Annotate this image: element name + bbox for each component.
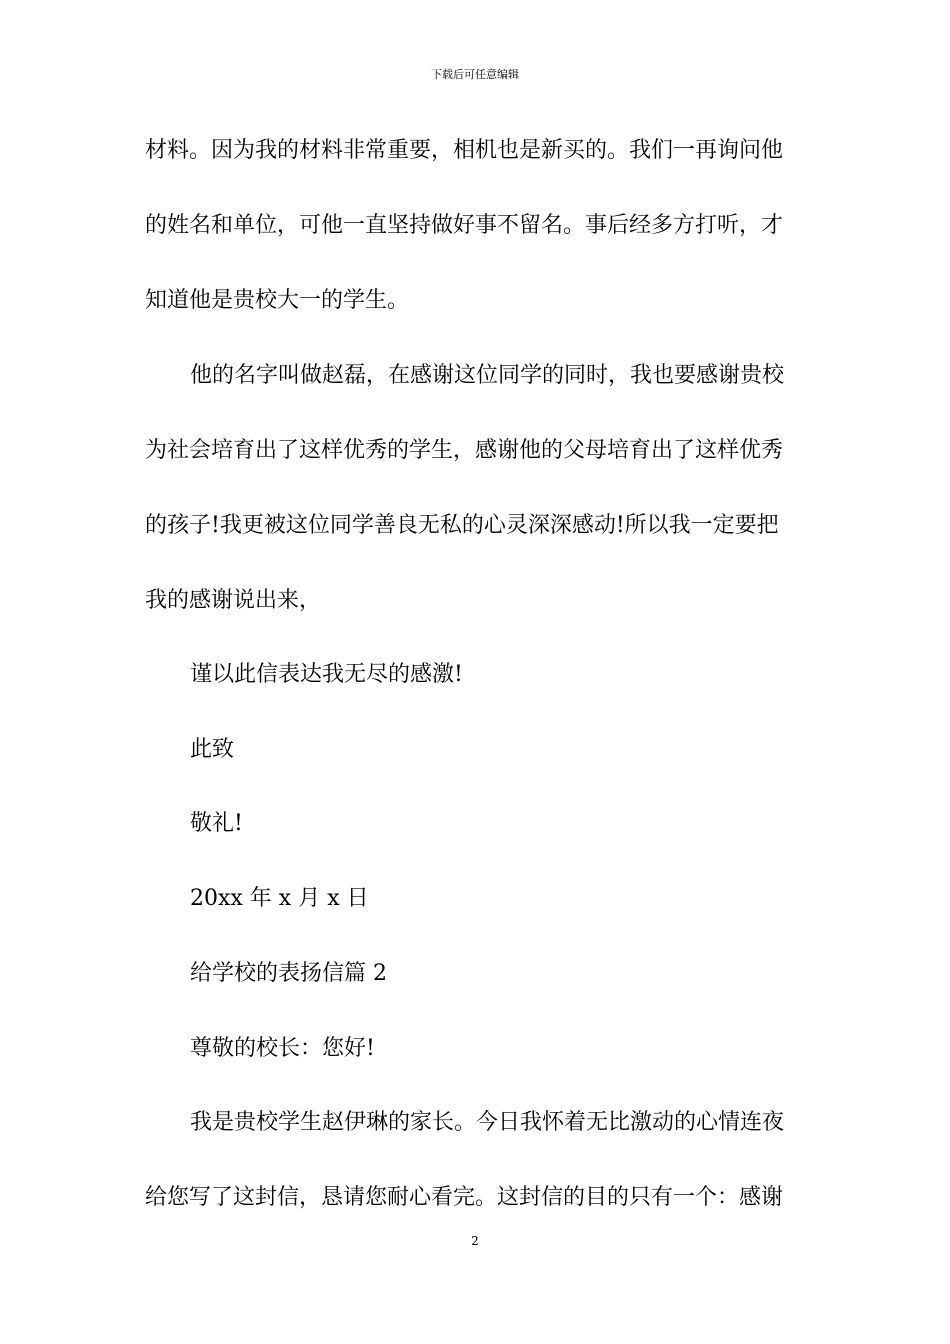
text-line: 敬礼! — [190, 811, 243, 836]
page-header: 下载后可任意编辑 — [431, 68, 519, 81]
page-number: 2 — [471, 1234, 479, 1248]
text-line: 的孩子!我更被这位同学善良无私的心灵深深感动!所以我一定要把 — [145, 513, 779, 538]
text-line: 此致 — [190, 737, 235, 762]
text-line: 我的感谢说出来， — [145, 588, 322, 613]
text-line: 尊敬的校长：您好! — [190, 1036, 375, 1061]
text-line: 为社会培育出了这样优秀的学生，感谢他的父母培育出了这样优秀 — [145, 438, 784, 463]
text-line: 我是贵校学生赵伊琳的家长。今日我怀着无比激动的心情连夜 — [190, 1110, 785, 1135]
text-line: 知道他是贵校大一的学生。 — [145, 288, 410, 313]
text-line: 材料。因为我的材料非常重要，相机也是新买的。我们一再询问他 — [145, 138, 784, 163]
text-line: 给您写了这封信，恳请您耐心看完。这封信的目的只有一个：感谢 — [145, 1185, 784, 1210]
text-line: 谨以此信表达我无尽的感激! — [190, 662, 463, 687]
text-line: 他的名字叫做赵磊，在感谢这位同学的同时，我也要感谢贵校 — [190, 363, 785, 388]
text-line: 20xx 年 x 月 x 日 — [190, 886, 369, 911]
text-line: 给学校的表扬信篇 2 — [190, 961, 387, 986]
text-line: 的姓名和单位，可他一直坚持做好事不留名。事后经多方打听，才 — [145, 213, 784, 238]
